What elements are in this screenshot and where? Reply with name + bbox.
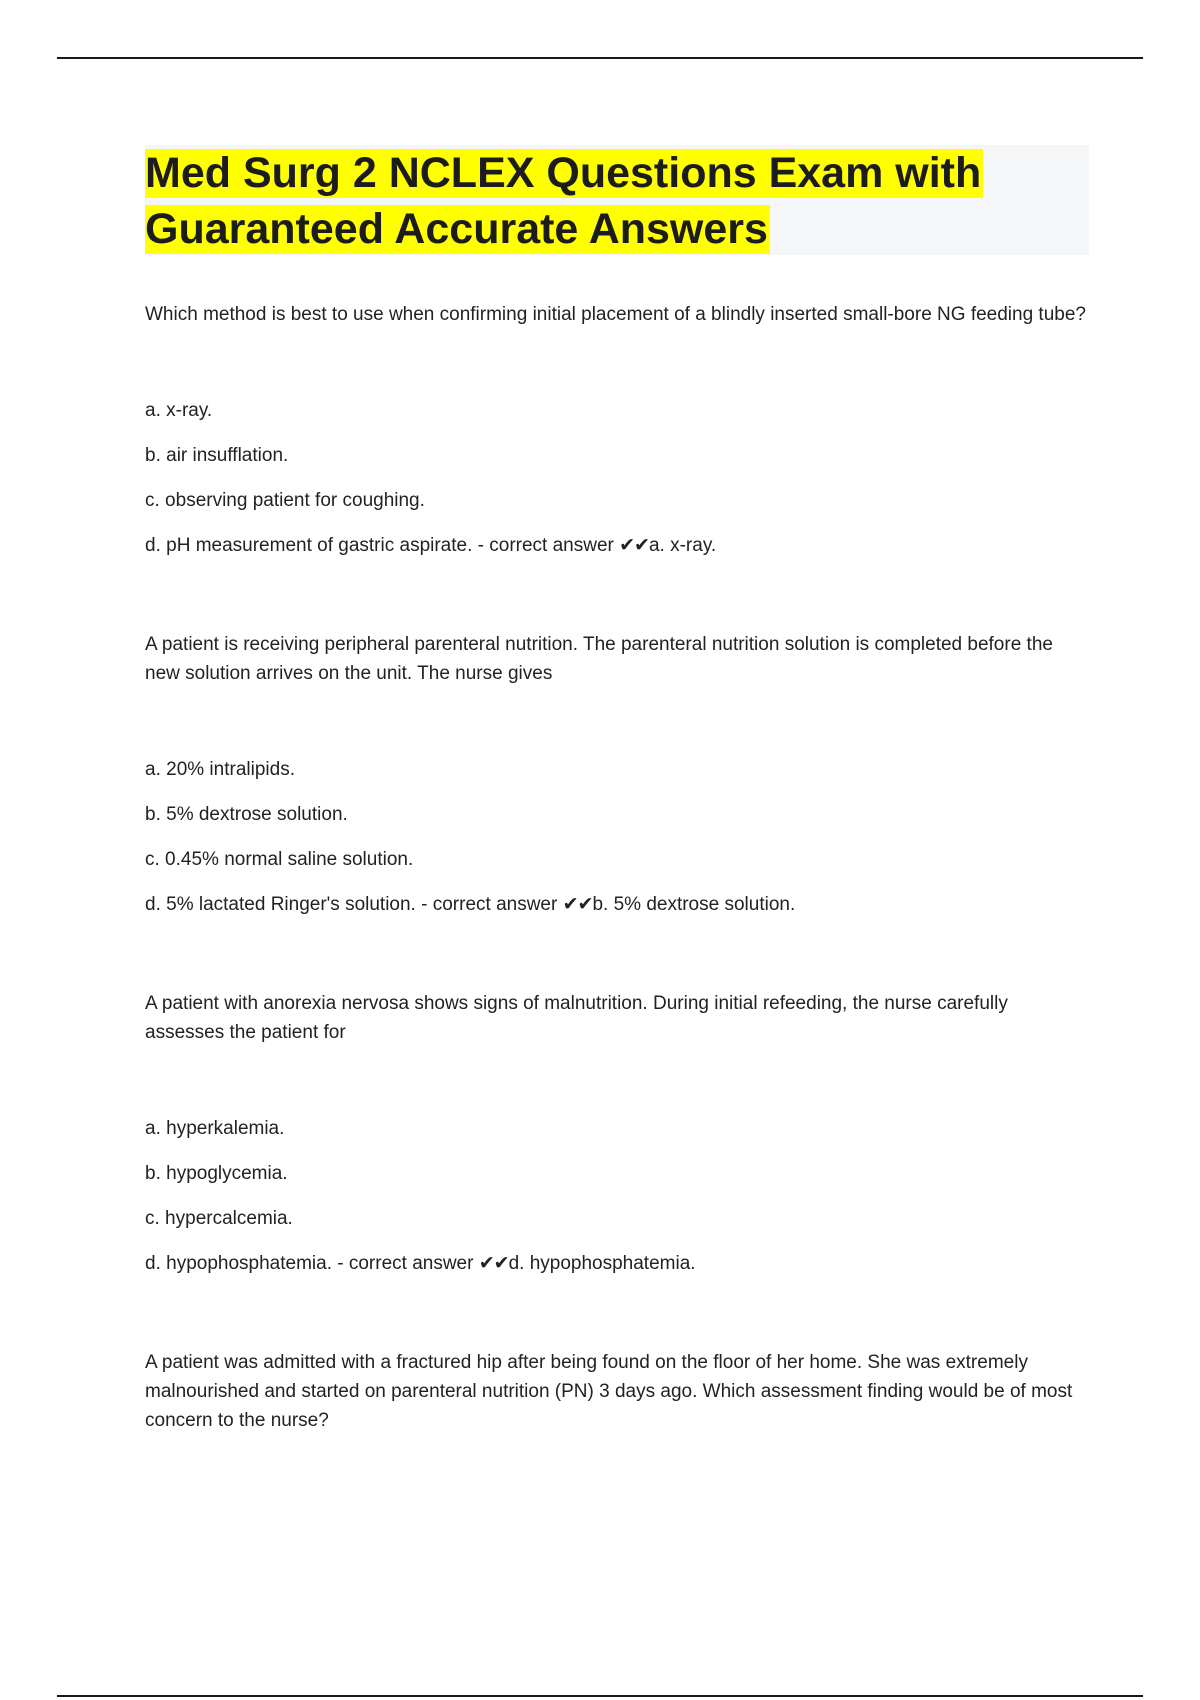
option-text: d. pH measurement of gastric aspirate. <box>145 535 473 556</box>
answer-option-a: a. x-ray. <box>145 400 213 421</box>
answer-option-b: b. air insufflation. <box>145 445 289 466</box>
title-line-1: Med Surg 2 NCLEX Questions Exam with <box>145 149 982 197</box>
option-text: d. hypophosphatemia. <box>145 1253 332 1274</box>
title-line-2: Guaranteed Accurate Answers <box>145 205 768 253</box>
answer-option-d <box>145 1249 1090 1278</box>
double-check-icon: ✔✔ <box>619 534 649 556</box>
question-block-2 <box>145 630 1090 919</box>
option-text: d. 5% lactated Ringer's solution. <box>145 894 416 915</box>
answer-option-a: a. 20% intralipids. <box>145 759 295 780</box>
question-block-1 <box>145 300 1090 560</box>
answer-option-c: c. observing patient for coughing. <box>145 490 425 511</box>
question-block-4 <box>145 1348 1090 1435</box>
question-stem: A patient with anorexia nervosa shows signs of malnutrition. During initial refeeding, the nurse carefully assesses the patient for <box>145 993 1008 1043</box>
question-block-3 <box>145 989 1090 1278</box>
answer-option-b: b. 5% dextrose solution. <box>145 804 348 825</box>
answer-option-d <box>145 531 1090 560</box>
answer-option-c: c. 0.45% normal saline solution. <box>145 849 414 870</box>
document-title <box>145 145 1089 257</box>
correct-answer-label: - correct answer <box>472 535 620 556</box>
double-check-icon: ✔✔ <box>478 1252 509 1274</box>
title-block <box>145 145 1089 255</box>
question-stem: A patient is receiving peripheral parenteral nutrition. The parenteral nutrition solution is completed before the new solution arrives on the unit. The nurse gives <box>145 634 1053 684</box>
correct-answer-text: a. x-ray. <box>648 535 717 556</box>
answer-option-b: b. hypoglycemia. <box>145 1163 288 1184</box>
answer-option-a: a. hyperkalemia. <box>145 1118 285 1139</box>
double-check-icon: ✔✔ <box>562 893 593 915</box>
top-rule <box>57 57 1143 59</box>
question-stem: A patient was admitted with a fractured hip after being found on the floor of her home. She was extremely malnourished and started on parenteral nutrition (PN) 3 days ago. Which assessment finding would be of most concern to the nurse? <box>145 1352 1073 1431</box>
answer-option-d <box>145 890 1090 919</box>
document-body <box>145 145 1090 1502</box>
correct-answer-label: - correct answer <box>415 894 563 915</box>
correct-answer-text: b. 5% dextrose solution. <box>592 894 796 915</box>
question-stem: Which method is best to use when confirming initial placement of a blindly inserted small-bore NG feeding tube? <box>145 304 1086 325</box>
answer-option-c: c. hypercalcemia. <box>145 1208 293 1229</box>
correct-answer-text: d. hypophosphatemia. <box>508 1253 696 1274</box>
correct-answer-label: - correct answer <box>331 1253 479 1274</box>
bottom-rule <box>57 1695 1143 1697</box>
